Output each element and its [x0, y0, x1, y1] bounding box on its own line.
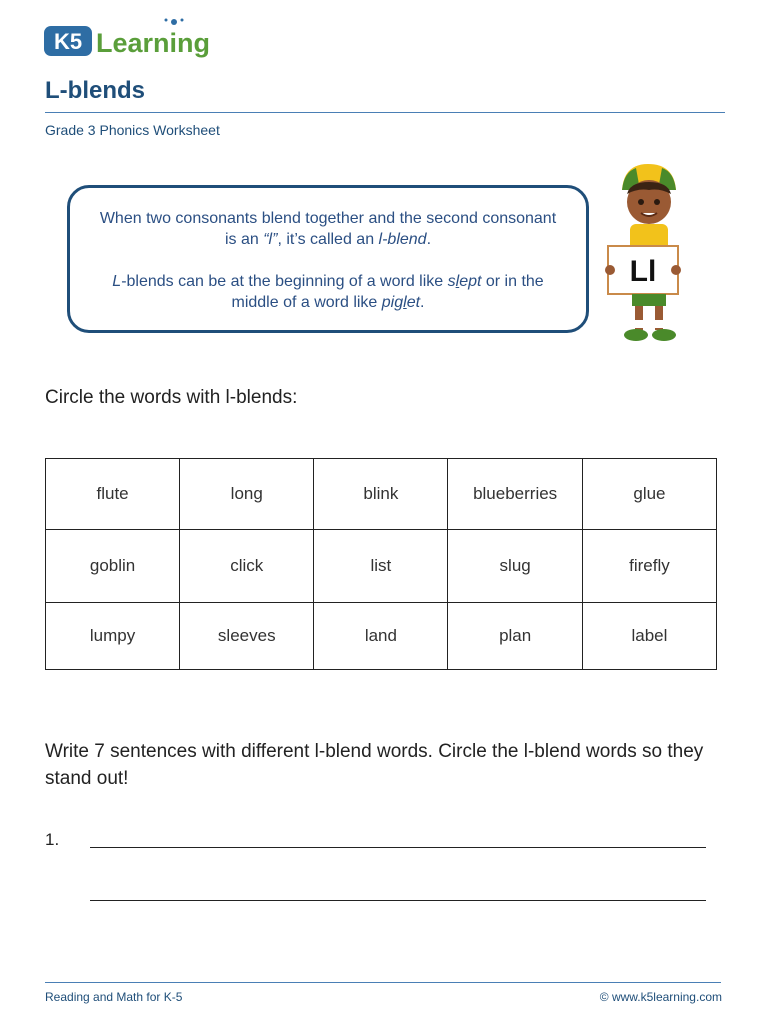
- answer-number: 1.: [45, 830, 60, 849]
- definition-box: [67, 185, 589, 333]
- word-cell[interactable]: label: [582, 603, 716, 670]
- logo-k5: K5: [53, 29, 83, 54]
- word-cell[interactable]: sleeves: [180, 603, 314, 670]
- word-cell[interactable]: blink: [314, 459, 448, 530]
- boy-holding-sign-illustration: [600, 160, 692, 346]
- logo-word: Learning: [96, 28, 211, 58]
- word-cell[interactable]: click: [180, 530, 314, 603]
- word-cell[interactable]: lumpy: [46, 603, 180, 670]
- word-cell[interactable]: plan: [448, 603, 583, 670]
- word-cell[interactable]: long: [180, 459, 314, 530]
- word-cell[interactable]: firefly: [582, 530, 716, 603]
- word-cell[interactable]: land: [314, 603, 448, 670]
- instruction-circle-words: Circle the words with l-blends:: [45, 387, 298, 408]
- k5-learning-logo: [44, 16, 224, 64]
- word-cell[interactable]: goblin: [46, 530, 180, 603]
- word-cell[interactable]: list: [314, 530, 448, 603]
- table-row: [46, 603, 717, 670]
- page-subtitle: Grade 3 Phonics Worksheet: [45, 122, 220, 138]
- word-cell[interactable]: glue: [582, 459, 716, 530]
- sign-text: Ll: [629, 255, 657, 288]
- answer-line[interactable]: [90, 847, 706, 848]
- page-title: L-blends: [45, 77, 145, 104]
- instruction-write-sentences: Write 7 sentences with different l-blend words. Circle the l-blend words so they stand out!: [45, 741, 704, 789]
- footer-website[interactable]: © www.k5learning.com: [599, 990, 722, 1004]
- table-row: [46, 459, 717, 530]
- table-row: [46, 530, 717, 603]
- example-paragraph: L-blends can be at the beginning of a word like slept or in the middle of a word like piglet.: [112, 273, 544, 311]
- word-cell[interactable]: flute: [46, 459, 180, 530]
- header-divider: [45, 112, 725, 113]
- footer-tagline: Reading and Math for K-5: [45, 990, 183, 1004]
- definition-paragraph: When two consonants blend together and the second consonant is an “l”, it’s called an l-blend.: [99, 210, 557, 248]
- footer-divider: [45, 982, 721, 983]
- answer-line[interactable]: [90, 900, 706, 901]
- word-cell[interactable]: slug: [448, 530, 583, 603]
- word-cell[interactable]: blueberries: [448, 459, 583, 530]
- word-grid: [45, 458, 717, 670]
